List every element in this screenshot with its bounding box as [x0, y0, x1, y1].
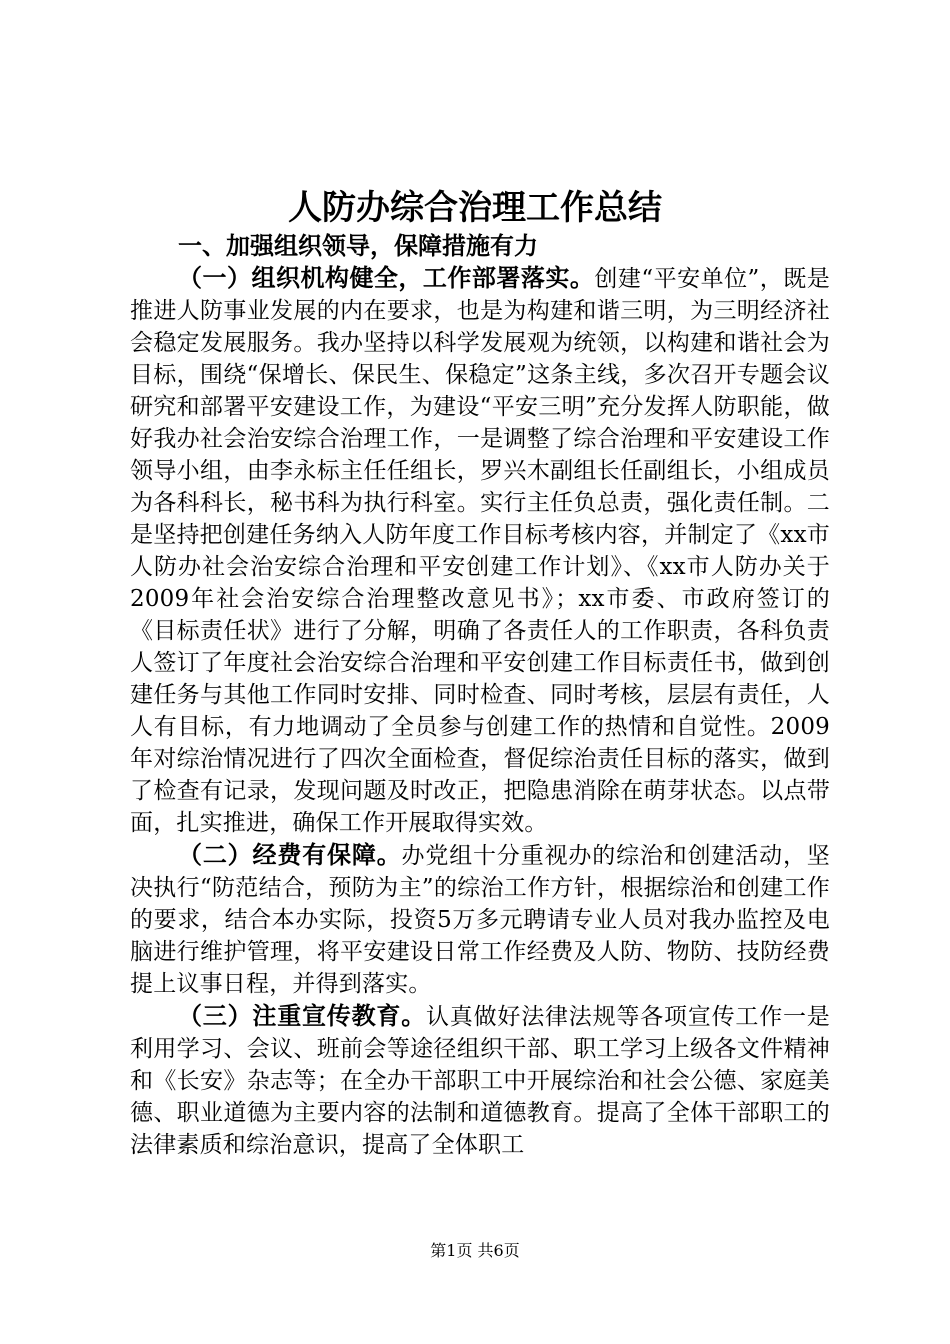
- section-heading: 一、加强组织领导，保障措施有力: [178, 232, 538, 260]
- paragraph-organization: [130, 262, 830, 839]
- paragraph-lead: （二）经费有保障。: [178, 841, 402, 869]
- paragraph-funding: [130, 839, 830, 1000]
- paragraph-publicity: [130, 1000, 830, 1161]
- paragraph-lead: （三）注重宣传教育。: [178, 1002, 426, 1030]
- paragraph-text: 办党组十分重视办的综治和创建活动，坚决执行“防范结合，预防为主”的综治工作方针，根据综治和创建工作的要求，结合本办实际，投资5万多元聘请专业人员对我办监控及电脑进行维护管理，将平安建设日常工作经费及人防、物防、技防经费提上议事日程，并得到落实。: [130, 843, 830, 997]
- paragraph-lead: （一）组织机构健全，工作部署落实。: [178, 264, 595, 292]
- document-title: 人防办综合治理工作总结: [288, 188, 662, 228]
- document-body: [130, 230, 830, 1161]
- page-footer: 第1页 共6页: [430, 1241, 520, 1260]
- paragraph-text: 认真做好法律法规等各项宣传工作一是利用学习、会议、班前会等途径组织干部、职工学习上级各文件精神和《长安》杂志等；在全办干部职工中开展综治和社会公德、家庭美德、职业道德为主要内容的法制和道德教育。提高了全体干部职工的法律素质和综治意识，提高了全体职工: [130, 1004, 830, 1158]
- paragraph-text: 创建“平安单位”，既是推进人防事业发展的内在要求，也是为构建和谐三明，为三明经济社会稳定发展服务。我办坚持以科学发展观为统领，以构建和谐社会为目标，围绕“保增长、保民生、保稳定”这条主线，多次召开专题会议研究和部署平安建设工作，为建设“平安三明”充分发挥人防职能，做好我办社会治安综合治理工作，一是调整了综合治理和平安建设工作领导小组，由李永标主任任组长，罗兴木副组长任副组长，小组成员为各科科长，秘书科为执行科室。实行主任负总责，强化责任制。二是坚持把创建任务纳入人防年度工作目标考核内容，并制定了《xx市人防办社会治安综合治理和平安创建工作计划》、《xx市人防办关于2009年社会治安综合治理整改意见书》；xx市委、市政府签订的《目标责任状》进行了分解，明确了各责任人的工作职责，各科负责人签订了年度社会治安综合治理和平安创建工作目标责任书，做到创建任务与其他工作同时安排、同时检查、同时考核，层层有责任，人人有目标，有力地调动了全员参与创建工作的热情和自觉性。2009年对综治情况进行了四次全面检查，督促综治责任目标的落实，做到了检查有记录，发现问题及时改正，把隐患消除在萌芽状态。以点带面，扎实推进，确保工作开展取得实效。: [130, 266, 830, 836]
